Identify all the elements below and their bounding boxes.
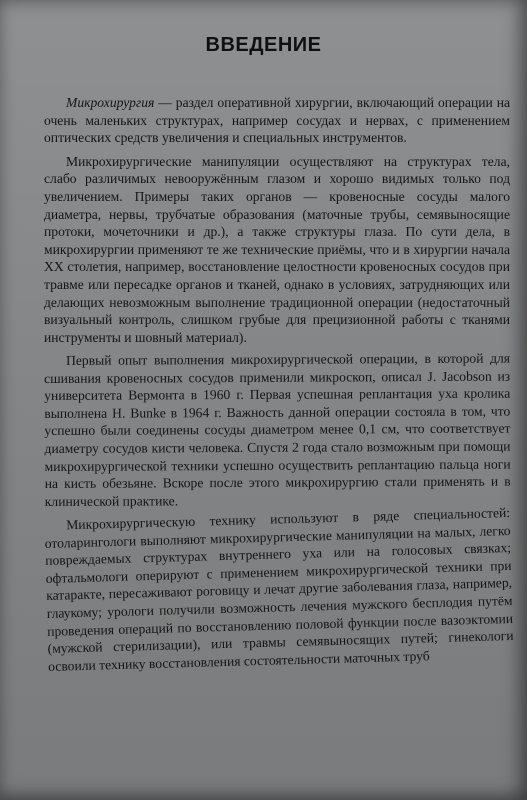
- paragraph-manipulations: Микрохирургические манипуляции осуществляют на структурах тела, слабо различимых невооружённым глазом и хорошо видимых только под увеличением. Примеры таких органов — кровеносные сосуды малого диаметра, нервы, трубчатые образования (маточные трубы, семявыносящие протоки, мочеточники и др.), а также структуры глаза. По сути дела, в микрохирургии применяют те же технические приёмы, что и в хирургии начала XX столетия, например, восстановление целостности кровеносных сосудов при травме или пересадке органов и тканей, однако в условиях, затрудняющих или делающих невозможным выполнение традиционной операции (недостаточный визуальный контроль, слишком грубые для прецизионной работы с тканями инструменты и шовный материал).: [44, 153, 510, 345]
- paragraph-specialties: Микрохирургическую технику используют в ряде специальностей: отоларингологи выполняют микрохирургические манипуляции на малых, легко повреждаемых структурах внутреннего уха или на голосовых связках; офтальмологи оперируют с применением микрохирургической техники при катаракте, пересаживают роговицу и лечат другие заболевания глаза, например, глаукому; урологи получили возможность лечения мужского бесплодия путём проведения операций по восстановлению половой функции после вазоэктомии (мужской стерилизации), или травмы семявыносящих путей; гинекологи освоили технику восстановления состоятельности маточных труб: [44, 504, 514, 674]
- definition-text: — раздел оперативной хирургии, включающий операции на очень маленьких структурах, например сосудах и нервах, с применением оптических средств увеличения и специальных инструментов.: [44, 95, 510, 146]
- paragraph-history: Первый опыт выполнения микрохирургической операции, в которой для сшивания кровеносных сосудов применили микроскоп, описал J. Jacobson из университета Вермонта в 1960 г. Первая успешная реплантация уха кролика выполнена H. Bunke в 1964 г. Важность данной операции состояла в том, что успешно были соединены сосуды диаметром менее 0,1 см, что соответствует диаметру сосудов кисти человека. Спустя 2 года стало возможным при помощи микрохирургической техники успешно осуществить реплантацию пальца ноги на кисть обезьяне. Вскоре после этого микрохирургию стали применять и в клинической практике.: [44, 350, 511, 510]
- defined-term: Микрохирургия: [66, 95, 155, 110]
- chapter-title: ВВЕДЕНИЕ: [205, 34, 322, 56]
- paragraph-definition: [44, 94, 510, 147]
- chapter-body: [44, 94, 514, 681]
